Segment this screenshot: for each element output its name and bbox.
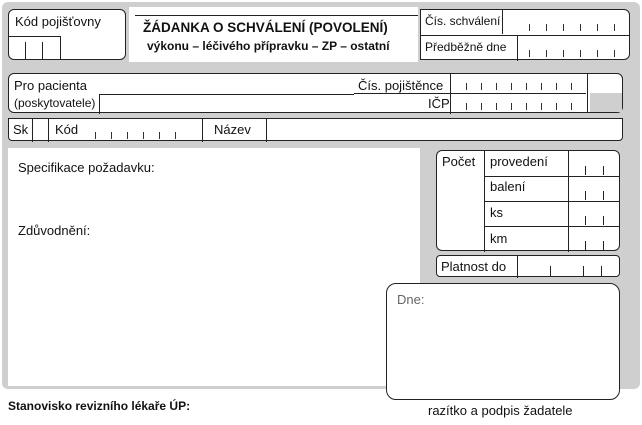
request-area[interactable]: [8, 148, 420, 386]
insured-number-label: Čís. pojištěnce: [358, 78, 444, 93]
validity-label: Platnost do: [441, 259, 507, 274]
code-ticks: [95, 132, 176, 139]
expected-date-label: Předběžně dne: [425, 40, 507, 54]
insurer-code-label: Kód pojišťovny: [15, 14, 101, 29]
validity-box[interactable]: [436, 255, 620, 277]
patient-gray-fill: [590, 93, 622, 112]
specification-label: Specifikace požadavku:: [18, 160, 155, 175]
reviewer-opinion-label: Stanovisko revizního lékaře ÚP:: [8, 399, 191, 413]
count-label: Počet: [442, 154, 476, 169]
insured-number-box[interactable]: [354, 73, 588, 113]
count-box[interactable]: [436, 150, 620, 251]
expected-ticks: [529, 50, 615, 57]
form-subtitle: výkonu – léčivého přípravku – ZP – ostatní: [147, 39, 390, 53]
approval-ticks: [529, 24, 615, 31]
form-title: ŽÁDANKA O SCHVÁLENÍ (POVOLENÍ): [143, 20, 388, 35]
insurer-code-box[interactable]: [8, 9, 126, 60]
count-row-performance: provedení: [490, 154, 548, 169]
code-label: Kód: [55, 122, 79, 137]
icp-label: IČP: [428, 96, 450, 111]
count-row-package: balení: [490, 179, 526, 194]
date-label: Dne:: [397, 292, 425, 307]
provider-label: (poskytovatele): [14, 96, 96, 110]
count-row-km: km: [490, 231, 508, 246]
title-box: [129, 7, 418, 62]
name-label: Název: [214, 122, 251, 137]
stamp-signature-label: razítko a podpis žadatele: [428, 403, 573, 418]
patient-label: Pro pacienta: [14, 78, 87, 93]
approval-box[interactable]: [420, 9, 630, 60]
approval-no-label: Čís. schválení: [425, 14, 501, 28]
code-row[interactable]: [8, 118, 623, 141]
icp-ticks: [466, 103, 572, 110]
date-signature-box[interactable]: [386, 283, 620, 400]
sk-label: Sk: [13, 122, 29, 137]
justification-label: Zdůvodnění:: [18, 223, 91, 238]
insured-ticks: [466, 83, 572, 90]
count-row-pieces: ks: [490, 205, 503, 220]
